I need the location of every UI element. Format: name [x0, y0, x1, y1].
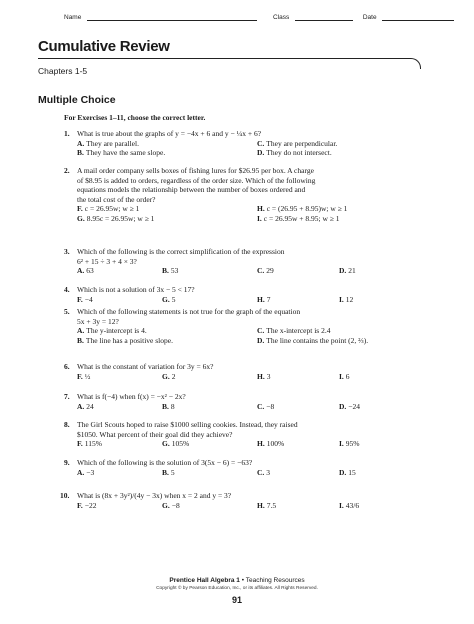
option-text: −3 — [86, 467, 95, 477]
answer-option[interactable] — [257, 326, 330, 336]
answer-option[interactable] — [77, 139, 139, 149]
question-number: 1. — [64, 129, 70, 138]
options-row — [77, 372, 414, 382]
question-stem-line: 5x + 3y = 12? — [77, 316, 119, 326]
question-stem — [77, 420, 414, 439]
question-stem — [77, 166, 414, 204]
question-stem-line: equations models the relationship between the number of boxes ordered and — [77, 185, 306, 195]
answer-option[interactable] — [77, 266, 94, 276]
option-letter: I. — [339, 294, 344, 304]
answer-option[interactable] — [257, 204, 347, 214]
answer-option[interactable] — [339, 295, 353, 305]
option-text: The y-intercept is 4. — [86, 326, 147, 336]
date-line[interactable] — [382, 14, 454, 21]
answer-option[interactable] — [257, 266, 274, 276]
answer-option[interactable] — [257, 501, 276, 511]
option-letter: F. — [77, 439, 83, 449]
option-text: 8.95c = 26.95w; w ≥ 1 — [86, 213, 155, 223]
option-text: 2 — [171, 371, 176, 381]
answer-option[interactable] — [257, 148, 332, 158]
date-label: Date — [362, 14, 377, 21]
option-letter: D. — [339, 467, 347, 477]
option-text: They have the same slope. — [85, 148, 166, 158]
question-stem-line: Which of the following statements is not true for the graph of the equation — [77, 307, 301, 316]
question-stem — [77, 362, 414, 372]
option-text: 3 — [266, 467, 271, 477]
title-rule — [38, 58, 410, 59]
option-text: ½ — [84, 371, 91, 381]
title-rule-curve — [402, 58, 421, 69]
name-label: Name — [64, 14, 82, 21]
answer-option[interactable] — [77, 204, 139, 214]
option-letter: B. — [162, 266, 169, 276]
question-number: 6. — [64, 362, 70, 371]
question-2 — [64, 166, 414, 224]
option-text: The line has a positive slope. — [85, 335, 173, 345]
answer-option[interactable] — [339, 468, 356, 478]
question-1 — [64, 129, 414, 158]
question-stem-line: $1050. What percent of their goal did they achieve? — [77, 429, 233, 439]
option-text: They are parallel. — [86, 138, 139, 148]
question-number: 8. — [64, 420, 70, 429]
question-stem — [77, 491, 414, 501]
option-letter: D. — [339, 266, 347, 276]
option-letter: B. — [77, 335, 84, 345]
question-stem-line: Which is not a solution of 3x − 5 < 17? — [77, 285, 195, 294]
option-text: c = 26.95w; w ≥ 1 — [84, 204, 140, 214]
answer-option[interactable] — [162, 439, 189, 449]
option-letter: G. — [162, 500, 170, 510]
page-number: 91 — [231, 595, 242, 605]
option-text: c = 26.95w + 8.95; w ≥ 1 — [263, 213, 340, 223]
footer-copyright: Copyright © by Pearson Education, Inc., or its affiliates. All Rights Reserved. — [156, 586, 318, 591]
section-heading: Multiple Choice — [38, 94, 116, 106]
question-number: 9. — [64, 458, 70, 467]
option-letter: B. — [162, 467, 169, 477]
footer-bullet: • — [241, 577, 245, 584]
answer-option[interactable] — [339, 402, 360, 412]
option-text: 8 — [170, 401, 175, 411]
option-text: 5 — [170, 467, 175, 477]
option-letter: C. — [257, 326, 265, 336]
option-letter: B. — [162, 401, 169, 411]
option-text: 115% — [84, 439, 103, 449]
option-letter: D. — [257, 335, 265, 345]
question-stem-line: of $8.95 is added to orders, regardless of the order size. Which of the following — [77, 175, 316, 185]
option-letter: F. — [77, 371, 83, 381]
option-text: 53 — [170, 266, 179, 276]
answer-option[interactable] — [162, 295, 175, 305]
option-letter: I. — [257, 213, 262, 223]
option-letter: G. — [162, 439, 170, 449]
option-text: −22 — [84, 500, 97, 510]
question-stem-line: Which of the following is the correct simplification of the expression — [77, 247, 285, 256]
option-letter: H. — [257, 500, 265, 510]
options-row — [77, 295, 414, 305]
answer-option[interactable] — [162, 266, 178, 276]
question-number: 4. — [64, 285, 70, 294]
page-subtitle: Chapters 1-5 — [38, 66, 88, 76]
option-letter: C. — [257, 138, 265, 148]
footer-book: Prentice Hall Algebra 1 — [169, 577, 240, 584]
option-letter: H. — [257, 439, 265, 449]
option-text: 7 — [266, 294, 271, 304]
question-3 — [64, 247, 414, 276]
instructions: For Exercises 1–11, choose the correct letter. — [64, 113, 206, 122]
option-text: 43/6 — [345, 500, 360, 510]
option-letter: H. — [257, 204, 265, 214]
question-stem — [77, 285, 414, 295]
question-10 — [60, 491, 414, 510]
options-row — [77, 468, 414, 478]
answer-option[interactable] — [257, 402, 274, 412]
question-4 — [64, 285, 414, 304]
option-letter: B. — [77, 148, 84, 158]
option-letter: G. — [162, 294, 170, 304]
question-9 — [64, 458, 414, 477]
option-text: 15 — [348, 467, 356, 477]
option-text: 21 — [348, 266, 356, 276]
option-text: c = (26.95 + 8.95)w; w ≥ 1 — [266, 204, 348, 214]
question-number: 7. — [64, 392, 70, 401]
options-row — [77, 326, 414, 336]
option-letter: A. — [77, 138, 85, 148]
question-7 — [64, 392, 414, 411]
option-letter: I. — [339, 500, 344, 510]
option-text: 6 — [345, 371, 350, 381]
answer-option[interactable] — [77, 501, 97, 511]
option-text: −8 — [171, 500, 180, 510]
answer-option[interactable] — [77, 295, 93, 305]
option-letter: D. — [339, 401, 347, 411]
option-text: They do not intersect. — [266, 148, 332, 158]
answer-option[interactable] — [162, 372, 175, 382]
option-letter: I. — [339, 439, 344, 449]
option-letter: F. — [77, 294, 83, 304]
answer-option[interactable] — [257, 468, 270, 478]
option-text: 5 — [171, 294, 176, 304]
answer-option[interactable] — [77, 336, 173, 346]
option-text: 12 — [345, 294, 354, 304]
option-letter: G. — [77, 213, 85, 223]
question-stem — [77, 129, 414, 139]
question-6 — [64, 362, 414, 381]
option-letter: A. — [77, 467, 85, 477]
answer-option[interactable] — [339, 501, 359, 511]
answer-option[interactable] — [162, 402, 175, 412]
footer-resource: Teaching Resources — [245, 577, 305, 584]
option-letter: A. — [77, 401, 85, 411]
class-line[interactable] — [295, 14, 353, 21]
question-stem-line: Which of the following is the solution of 3(5x − 6) = −63? — [77, 458, 253, 467]
option-letter: C. — [257, 401, 265, 411]
option-letter: C. — [257, 266, 265, 276]
answer-option[interactable] — [77, 148, 165, 158]
options-row — [77, 336, 414, 346]
question-stem-line: 6² + 15 ÷ 3 + 4 × 3? — [77, 256, 137, 266]
option-letter: A. — [77, 266, 85, 276]
option-text: 7.5 — [266, 500, 277, 510]
answer-option[interactable] — [162, 468, 175, 478]
question-stem-line: What is true about the graphs of y = −4x + 6 and y − ¼x + 6? — [77, 129, 262, 138]
answer-option[interactable] — [339, 439, 360, 449]
option-text: 24 — [86, 401, 94, 411]
options-row — [77, 204, 414, 214]
question-stem — [77, 307, 414, 326]
answer-option[interactable] — [339, 266, 356, 276]
answer-option[interactable] — [77, 326, 147, 336]
options-row — [77, 501, 414, 511]
answer-option[interactable] — [77, 214, 154, 224]
answer-option[interactable] — [257, 214, 340, 224]
option-letter: F. — [77, 204, 83, 214]
answer-option[interactable] — [77, 402, 94, 412]
option-text: 3 — [266, 371, 271, 381]
question-number: 10. — [60, 491, 70, 500]
question-stem — [77, 247, 414, 266]
option-text: 95% — [345, 439, 360, 449]
question-number: 5. — [64, 307, 70, 316]
options-row — [77, 214, 414, 224]
question-stem-line: What is f(−4) when f(x) = −x² − 2x? — [77, 392, 186, 401]
answer-option[interactable] — [162, 501, 180, 511]
answer-option[interactable] — [257, 372, 270, 382]
options-row — [77, 402, 414, 412]
option-letter: I. — [339, 371, 344, 381]
page-title: Cumulative Review — [38, 38, 170, 55]
footer-title — [0, 577, 474, 584]
question-8 — [64, 420, 414, 449]
answer-option[interactable] — [257, 139, 337, 149]
option-letter: F. — [77, 500, 83, 510]
option-text: 29 — [266, 266, 274, 276]
question-5 — [64, 307, 414, 345]
option-text: 105% — [171, 439, 190, 449]
option-letter: G. — [162, 371, 170, 381]
question-stem — [77, 392, 414, 402]
question-stem-line: the total cost of the order? — [77, 194, 156, 204]
options-row — [77, 266, 414, 276]
options-row — [77, 148, 414, 158]
header-fields — [64, 14, 454, 21]
question-stem-line: A mail order company sells boxes of fishing lures for $26.95 per box. A charge — [77, 166, 314, 175]
option-text: −8 — [266, 401, 275, 411]
option-letter: H. — [257, 294, 265, 304]
option-letter: D. — [257, 148, 265, 158]
option-text: They are perpendicular. — [266, 138, 338, 148]
option-text: 63 — [86, 266, 94, 276]
question-number: 3. — [64, 247, 70, 256]
question-stem-line: What is (8x + 3y²)/(4y − 3x) when x = 2 and y = 3? — [77, 491, 232, 500]
question-stem — [77, 458, 414, 468]
question-number: 2. — [64, 166, 70, 175]
answer-option[interactable] — [257, 295, 270, 305]
option-letter: H. — [257, 371, 265, 381]
answer-option[interactable] — [257, 336, 368, 346]
name-line[interactable] — [87, 14, 257, 21]
class-label: Class — [272, 14, 290, 21]
option-text: −24 — [348, 401, 361, 411]
answer-option[interactable] — [257, 439, 284, 449]
option-text: −4 — [84, 294, 93, 304]
option-letter: A. — [77, 326, 85, 336]
answer-option[interactable] — [339, 372, 350, 382]
option-letter: C. — [257, 467, 265, 477]
answer-option[interactable] — [77, 468, 94, 478]
answer-option[interactable] — [77, 372, 90, 382]
options-row — [77, 139, 414, 149]
option-text: The x-intercept is 2.4 — [266, 326, 331, 336]
answer-option[interactable] — [77, 439, 102, 449]
options-row — [77, 439, 414, 449]
question-stem-line: What is the constant of variation for 3y = 6x? — [77, 362, 214, 371]
question-stem-line: The Girl Scouts hoped to raise $1000 selling cookies. Instead, they raised — [77, 420, 298, 429]
option-text: 100% — [266, 439, 285, 449]
option-text: The line contains the point (2, ⅔). — [266, 335, 369, 345]
